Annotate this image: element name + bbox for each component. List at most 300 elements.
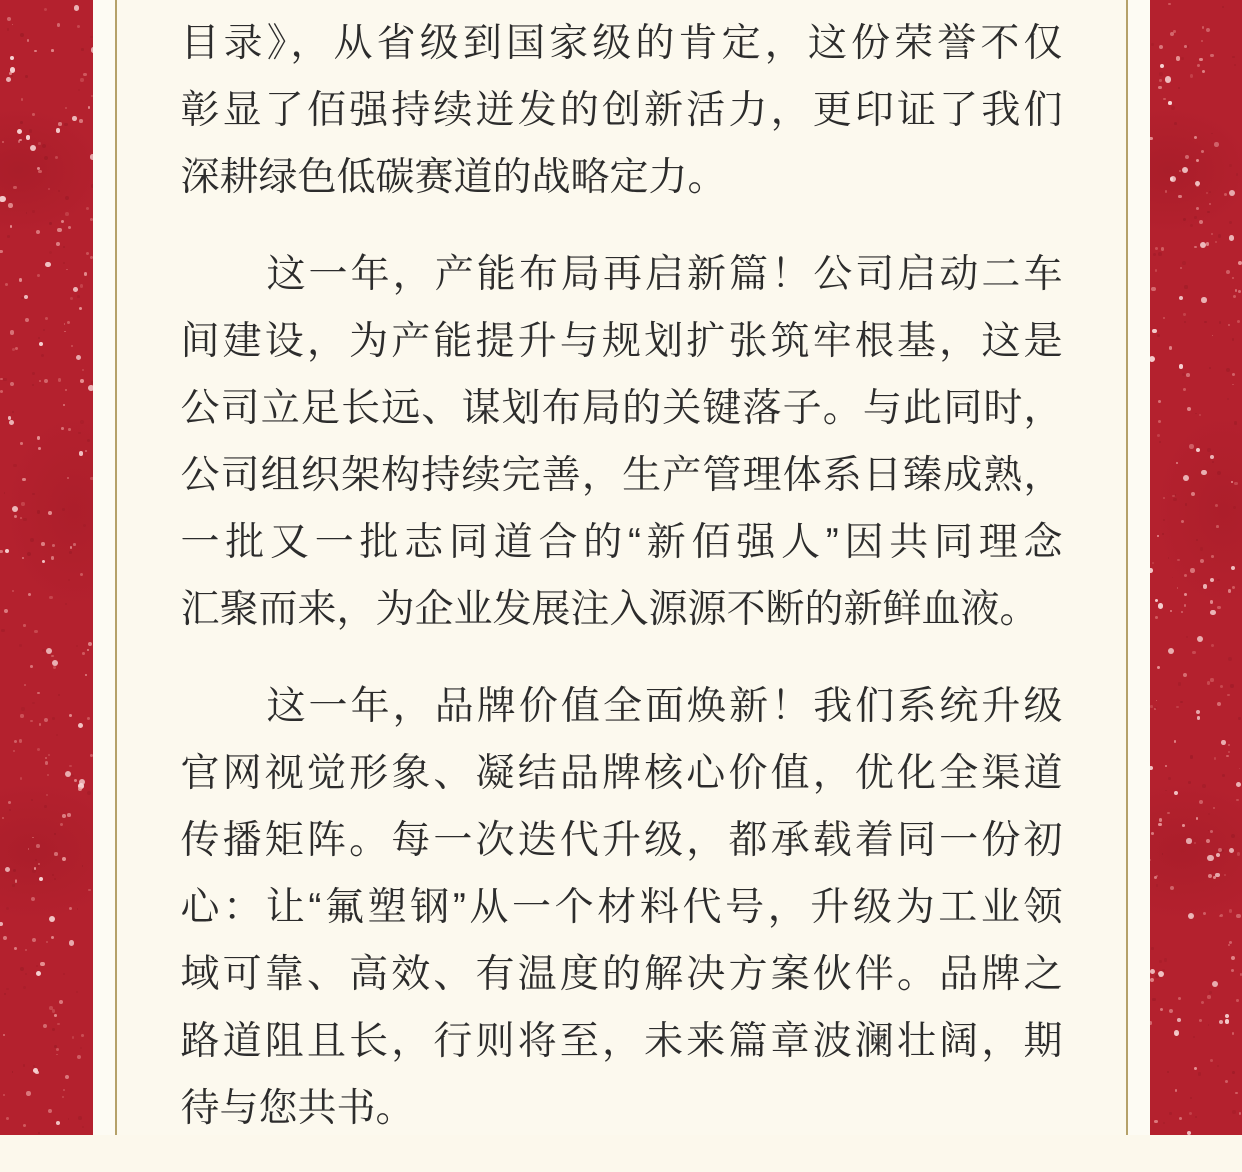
- speckle-dot: [1156, 875, 1159, 878]
- speckle-dot: [64, 123, 68, 127]
- speckle-dot: [1227, 694, 1230, 697]
- speckle-dot: [1238, 261, 1242, 265]
- speckle-dot: [1195, 181, 1200, 186]
- speckle-dot: [1161, 247, 1164, 250]
- speckle-dot: [1150, 137, 1153, 141]
- speckle-dot: [56, 1048, 60, 1052]
- speckle-dot: [1160, 1008, 1163, 1011]
- speckle-dot: [32, 702, 35, 705]
- speckle-dot: [1199, 58, 1203, 62]
- paragraph: [181, 241, 1063, 643]
- speckle-dot: [0, 250, 3, 253]
- speckle-dot: [1194, 136, 1197, 139]
- speckle-dot: [34, 630, 38, 634]
- speckle-dot: [1176, 56, 1180, 60]
- speckle-dot: [1157, 666, 1160, 669]
- speckle-dot: [37, 692, 40, 695]
- speckle-dot: [84, 272, 87, 275]
- speckle-dot: [22, 557, 24, 559]
- speckle-dot: [1207, 681, 1210, 684]
- speckle-dot: [54, 1014, 57, 1017]
- speckle-dot: [3, 936, 7, 940]
- speckle-dot: [1202, 70, 1205, 73]
- speckle-dot: [1162, 853, 1164, 855]
- speckle-dot: [79, 119, 83, 123]
- speckle-dot: [38, 1132, 40, 1134]
- speckle-dot: [37, 274, 40, 277]
- speckle-dot: [4, 609, 8, 613]
- speckle-dot: [88, 642, 92, 646]
- speckle-dot: [10, 67, 15, 72]
- speckle-dot: [1155, 247, 1158, 250]
- speckle-dot: [1158, 252, 1162, 256]
- speckle-dot: [24, 295, 28, 299]
- speckle-dot: [62, 508, 65, 511]
- speckle-dot: [59, 1000, 63, 1004]
- right-red-border: [1150, 0, 1242, 1135]
- speckle-dot: [1179, 1117, 1182, 1120]
- speckle-dot: [1159, 45, 1163, 49]
- speckle-dot: [69, 551, 72, 554]
- text-line: 待与您共书。: [181, 1075, 1063, 1142]
- speckle-dot: [51, 556, 54, 559]
- speckle-dot: [52, 717, 55, 720]
- speckle-dot: [19, 278, 23, 282]
- speckle-dot: [1181, 520, 1184, 523]
- speckle-dot: [67, 813, 71, 817]
- speckle-dot: [87, 439, 90, 442]
- speckle-dot: [78, 787, 82, 791]
- speckle-dot: [34, 50, 36, 52]
- speckle-dot: [45, 262, 51, 268]
- speckle-dot: [1175, 494, 1177, 496]
- speckle-dot: [52, 874, 54, 876]
- speckle-dot: [1228, 589, 1232, 593]
- speckle-dot: [67, 321, 70, 324]
- speckle-dot: [1177, 1018, 1181, 1022]
- left-red-border: [0, 0, 93, 1135]
- speckle-dot: [1209, 203, 1211, 205]
- speckle-dot: [85, 450, 87, 452]
- speckle-dot: [1186, 636, 1188, 638]
- speckle-dot: [53, 666, 56, 669]
- speckle-dot: [1190, 1097, 1192, 1099]
- speckle-dot: [26, 1091, 31, 1096]
- speckle-dot: [48, 1109, 52, 1113]
- speckle-dot: [1157, 334, 1160, 337]
- speckle-dot: [1213, 807, 1215, 809]
- speckle-dot: [1227, 398, 1229, 400]
- speckle-dot: [1183, 475, 1189, 481]
- speckle-dot: [1228, 657, 1232, 661]
- speckle-dot: [6, 1117, 9, 1120]
- text-line: 一批又一批志同道合的“新佰强人”因共同理念: [181, 509, 1063, 576]
- speckle-dot: [51, 655, 54, 658]
- speckle-dot: [1190, 568, 1194, 572]
- speckle-dot: [1165, 190, 1168, 193]
- speckle-dot: [78, 89, 80, 91]
- speckle-dot: [1210, 578, 1214, 582]
- speckle-dot: [1150, 356, 1155, 363]
- speckle-dot: [88, 106, 91, 109]
- speckle-dot: [1177, 559, 1180, 562]
- speckle-dot: [12, 411, 14, 413]
- speckle-dot: [65, 1075, 69, 1079]
- speckle-dot: [1186, 373, 1190, 377]
- speckle-dot: [1150, 978, 1154, 982]
- speckle-dot: [31, 897, 35, 901]
- speckle-dot: [79, 779, 85, 785]
- speckle-dot: [1232, 1071, 1234, 1073]
- speckle-dot: [1219, 321, 1222, 324]
- speckle-dot: [52, 660, 58, 666]
- speckle-dot: [76, 355, 82, 361]
- speckle-dot: [1196, 710, 1200, 714]
- speckle-dot: [85, 674, 87, 676]
- speckle-dot: [30, 538, 34, 542]
- speckle-dot: [1169, 346, 1173, 350]
- speckle-dot: [20, 777, 23, 780]
- speckle-dot: [1229, 221, 1232, 224]
- speckle-dot: [1179, 170, 1181, 172]
- speckle-dot: [1232, 373, 1235, 376]
- speckle-dot: [34, 867, 36, 869]
- text-line: 汇聚而来，为企业发展注入源源不断的新鲜血液。: [181, 576, 1063, 643]
- speckle-dot: [45, 317, 48, 320]
- speckle-dot: [44, 718, 48, 722]
- speckle-dot: [1196, 159, 1199, 162]
- speckle-dot: [1184, 321, 1186, 323]
- speckle-dot: [44, 379, 48, 383]
- speckle-dot: [64, 331, 66, 333]
- speckle-dot: [68, 226, 71, 229]
- speckle-dot: [1200, 547, 1204, 551]
- speckle-dot: [12, 506, 18, 512]
- speckle-dot: [1226, 755, 1229, 758]
- speckle-dot: [12, 590, 14, 592]
- speckle-dot: [62, 814, 66, 818]
- speckle-dot: [57, 228, 61, 232]
- speckle-dot: [5, 867, 10, 872]
- speckle-dot: [23, 624, 25, 626]
- speckle-dot: [28, 593, 31, 596]
- speckle-dot: [80, 78, 83, 81]
- speckle-dot: [86, 252, 89, 255]
- speckle-dot: [14, 947, 17, 950]
- speckle-dot: [1232, 1032, 1235, 1035]
- speckle-dot: [1194, 1067, 1197, 1070]
- speckle-dot: [1184, 593, 1187, 596]
- speckle-dot: [86, 207, 89, 210]
- speckle-dot: [30, 720, 32, 722]
- speckle-dot: [32, 837, 34, 839]
- speckle-dot: [1168, 777, 1171, 780]
- speckle-dot: [1232, 586, 1235, 589]
- speckle-dot: [1159, 72, 1163, 76]
- speckle-dot: [12, 1071, 14, 1073]
- speckle-dot: [1222, 6, 1225, 9]
- speckle-dot: [71, 775, 74, 778]
- speckle-dot: [68, 579, 70, 581]
- speckle-dot: [71, 345, 74, 348]
- speckle-dot: [1224, 874, 1226, 876]
- speckle-dot: [80, 379, 84, 383]
- speckle-dot: [31, 799, 33, 801]
- speckle-dot: [1174, 122, 1177, 125]
- speckle-dot: [1217, 606, 1220, 609]
- speckle-dot: [1234, 421, 1237, 424]
- speckle-dot: [1209, 991, 1212, 994]
- speckle-dot: [1183, 673, 1187, 677]
- speckle-dot: [27, 552, 31, 556]
- speckle-dot: [46, 794, 48, 796]
- speckle-dot: [80, 420, 84, 424]
- speckle-dot: [64, 323, 66, 325]
- speckle-dot: [55, 156, 58, 159]
- speckle-dot: [49, 596, 53, 600]
- article-text-column: [181, 10, 1063, 1142]
- speckle-dot: [1150, 568, 1153, 573]
- speckle-dot: [63, 246, 65, 248]
- speckle-dot: [58, 190, 60, 192]
- speckle-dot: [69, 765, 72, 768]
- speckle-dot: [70, 297, 73, 300]
- speckle-dot: [1215, 873, 1220, 878]
- speckle-dot: [1152, 329, 1157, 334]
- speckle-dot: [1183, 313, 1185, 315]
- speckle-dot: [1211, 555, 1214, 558]
- speckle-dot: [1212, 461, 1214, 463]
- speckle-dot: [3, 1034, 5, 1036]
- speckle-dot: [27, 39, 30, 42]
- speckle-dot: [1201, 40, 1203, 42]
- speckle-dot: [37, 436, 40, 439]
- speckle-dot: [49, 251, 52, 254]
- speckle-dot: [43, 1024, 47, 1028]
- speckle-dot: [32, 938, 36, 942]
- speckle-dot: [5, 283, 8, 286]
- speckle-dot: [65, 212, 69, 216]
- speckle-dot: [12, 348, 15, 351]
- speckle-dot: [44, 8, 47, 11]
- speckle-dot: [54, 852, 58, 856]
- paragraph: [181, 673, 1063, 1142]
- speckle-dot: [1209, 191, 1211, 193]
- speckle-dot: [83, 73, 87, 77]
- speckle-dot: [1217, 471, 1221, 475]
- speckle-dot: [3, 378, 7, 382]
- speckle-dot: [83, 524, 86, 527]
- speckle-dot: [0, 922, 3, 926]
- speckle-dot: [6, 988, 9, 991]
- speckle-dot: [10, 330, 15, 335]
- speckle-dot: [1182, 167, 1188, 173]
- speckle-dot: [1182, 373, 1185, 376]
- speckle-dot: [78, 1116, 82, 1120]
- speckle-dot: [23, 1124, 26, 1127]
- speckle-dot: [10, 225, 13, 228]
- speckle-dot: [1239, 1112, 1242, 1115]
- speckle-dot: [1214, 142, 1219, 147]
- speckle-dot: [51, 936, 55, 940]
- speckle-dot: [1236, 799, 1238, 801]
- speckle-dot: [42, 144, 46, 148]
- speckle-dot: [69, 714, 73, 718]
- text-line: 深耕绿色低碳赛道的战略定力。: [181, 144, 1063, 211]
- speckle-dot: [74, 779, 77, 782]
- speckle-dot: [1194, 842, 1196, 844]
- speckle-dot: [56, 128, 61, 133]
- speckle-dot: [1231, 969, 1234, 972]
- speckle-dot: [2, 141, 5, 144]
- speckle-dot: [36, 844, 40, 848]
- speckle-dot: [1159, 818, 1163, 822]
- speckle-dot: [1199, 1019, 1202, 1022]
- speckle-dot: [46, 648, 52, 654]
- speckle-dot: [1168, 101, 1172, 105]
- speckle-dot: [1207, 448, 1211, 452]
- speckle-dot: [1152, 562, 1154, 564]
- speckle-dot: [13, 464, 17, 468]
- speckle-dot: [1210, 455, 1214, 459]
- speckle-dot: [1229, 164, 1232, 167]
- speckle-dot: [20, 121, 23, 124]
- text-line: 这一年，品牌价值全面焕新！我们系统升级: [181, 673, 1063, 740]
- speckle-dot: [1169, 1112, 1172, 1115]
- speckle-dot: [57, 1023, 60, 1026]
- speckle-dot: [1157, 434, 1160, 437]
- speckle-dot: [80, 1047, 82, 1049]
- speckle-dot: [1188, 913, 1194, 919]
- text-line: 彰显了佰强持续迸发的创新活力，更印证了我们: [181, 77, 1063, 144]
- speckle-dot: [1188, 781, 1191, 784]
- speckle-dot: [20, 714, 23, 717]
- speckle-dot: [44, 805, 47, 808]
- speckle-dot: [47, 774, 49, 776]
- speckle-dot: [1151, 832, 1154, 835]
- speckle-dot: [1158, 400, 1161, 403]
- speckle-dot: [1231, 566, 1235, 570]
- speckle-dot: [13, 186, 16, 189]
- speckle-dot: [80, 284, 84, 288]
- speckle-dot: [1232, 277, 1235, 280]
- speckle-dot: [12, 24, 14, 26]
- speckle-dot: [1218, 234, 1222, 238]
- speckle-dot: [1190, 74, 1194, 78]
- speckle-dot: [1211, 233, 1213, 235]
- speckle-dot: [1215, 504, 1218, 507]
- speckle-dot: [1151, 947, 1154, 950]
- speckle-dot: [52, 1009, 56, 1013]
- speckle-dot: [11, 75, 13, 77]
- speckle-dot: [1237, 320, 1240, 323]
- speckle-dot: [1186, 838, 1192, 844]
- speckle-dot: [1185, 503, 1187, 505]
- speckle-dot: [1207, 855, 1213, 861]
- speckle-dot: [13, 869, 16, 872]
- text-line: 官网视觉形象、凝结品牌核心价值，优化全渠道: [181, 740, 1063, 807]
- speckle-dot: [1197, 64, 1200, 67]
- speckle-dot: [7, 17, 11, 21]
- speckle-dot: [35, 1071, 39, 1075]
- speckle-dot: [79, 307, 82, 310]
- speckle-dot: [1222, 774, 1225, 777]
- speckle-dot: [65, 389, 67, 391]
- speckle-dot: [56, 734, 58, 736]
- speckle-dot: [66, 269, 68, 271]
- speckle-dot: [1174, 791, 1178, 795]
- speckle-dot: [36, 965, 38, 967]
- speckle-dot: [58, 694, 60, 696]
- speckle-dot: [1178, 682, 1182, 686]
- speckle-dot: [88, 889, 91, 892]
- speckle-dot: [1163, 497, 1165, 499]
- speckle-dot: [21, 98, 24, 101]
- speckle-dot: [1191, 492, 1195, 496]
- speckle-dot: [42, 649, 45, 652]
- speckle-dot: [1178, 997, 1181, 1000]
- speckle-dot: [82, 865, 84, 867]
- speckle-dot: [1204, 321, 1207, 324]
- speckle-dot: [56, 1054, 58, 1056]
- speckle-dot: [1150, 859, 1151, 862]
- speckle-dot: [39, 877, 43, 881]
- speckle-dot: [1151, 287, 1156, 292]
- speckle-dot: [82, 1126, 84, 1128]
- speckle-dot: [1232, 1110, 1236, 1114]
- speckle-dot: [1184, 45, 1187, 48]
- speckle-dot: [1173, 498, 1177, 502]
- speckle-dot: [8, 801, 11, 804]
- speckle-dot: [1150, 705, 1153, 708]
- speckle-dot: [1196, 539, 1198, 541]
- speckle-dot: [19, 739, 23, 743]
- speckle-dot: [1198, 1072, 1202, 1076]
- speckle-dot: [28, 848, 30, 850]
- speckle-dot: [1158, 603, 1163, 608]
- speckle-dot: [36, 971, 41, 976]
- text-line: 公司组织架构持续完善，生产管理体系日臻成熟，: [181, 442, 1063, 509]
- speckle-dot: [57, 23, 61, 27]
- speckle-dot: [10, 56, 14, 60]
- speckle-dot: [12, 884, 15, 887]
- speckle-dot: [1181, 57, 1184, 60]
- speckle-dot: [1154, 1120, 1158, 1124]
- speckle-dot: [1208, 1024, 1210, 1026]
- text-line: 这一年，产能布局再启新篇！公司启动二车: [181, 241, 1063, 308]
- speckle-dot: [42, 560, 46, 564]
- speckle-dot: [1234, 64, 1237, 67]
- speckle-dot: [1158, 86, 1162, 90]
- speckle-dot: [5, 549, 9, 553]
- speckle-dot: [1203, 912, 1206, 915]
- speckle-dot: [56, 242, 60, 246]
- speckle-dot: [60, 823, 63, 826]
- speckle-dot: [1182, 261, 1186, 265]
- speckle-dot: [4, 492, 6, 494]
- speckle-dot: [65, 603, 67, 605]
- text-line: 路道阻且长，行则将至，未来篇章波澜壮阔，期: [181, 1008, 1063, 1075]
- speckle-dot: [1168, 3, 1171, 6]
- speckle-dot: [30, 665, 33, 668]
- speckle-dot: [1212, 335, 1214, 337]
- speckle-dot: [48, 511, 52, 515]
- speckle-dot: [1165, 76, 1171, 82]
- speckle-dot: [7, 235, 10, 238]
- text-line: 心：让“氟塑钢”从一个材料代号，升级为工业领: [181, 874, 1063, 941]
- speckle-dot: [1215, 241, 1217, 243]
- speckle-dot: [68, 428, 71, 431]
